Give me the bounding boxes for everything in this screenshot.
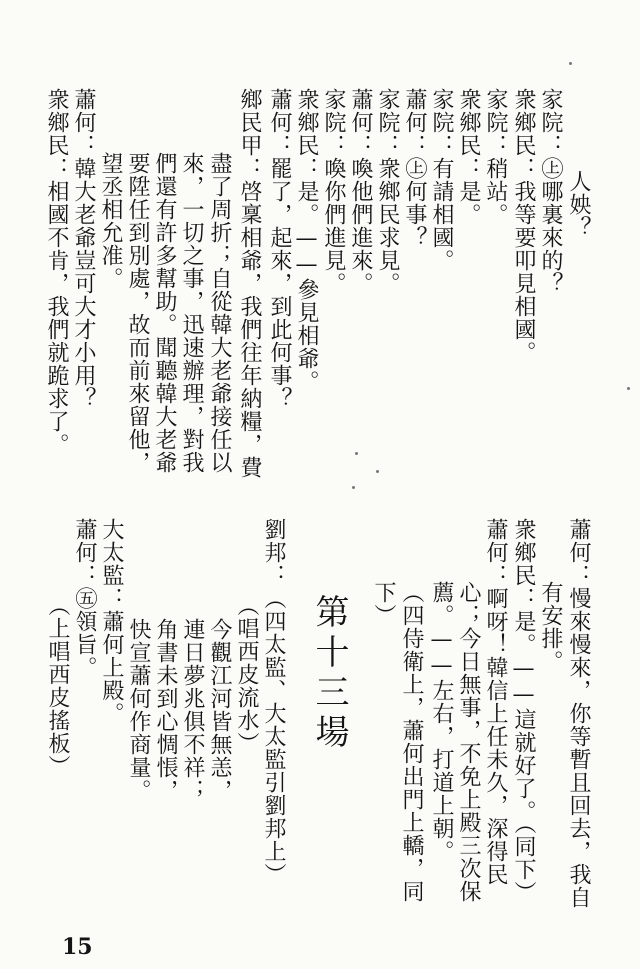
upper-col-4: 衆鄉民：是。 [456, 88, 481, 226]
upper-col-15: 們還有許多幫助。聞聽韓大老爺 [152, 152, 177, 474]
lower-col-2: 有安排。 [538, 581, 563, 673]
upper-col-11: 蕭何：罷了，起來，到此何事？ [267, 88, 292, 410]
upper-col-17: 望丞相允准。 [98, 152, 123, 290]
upper-col-13: 盡了周折；自從韓大老爺接任以 [207, 152, 232, 474]
upper-col-9: 家院：喚你們進見。 [321, 88, 346, 295]
upper-col-1: 家院：㊤哪裏來的？ [538, 88, 563, 295]
lower-col-7: （四侍衛上，蕭何出門上轎，同 [399, 581, 424, 903]
scan-speck [355, 452, 358, 455]
scene-title: 第十三場 [309, 594, 349, 754]
upper-col-2: 衆鄉民：我等要叩見相國。 [511, 88, 536, 364]
upper-col-10: 衆鄉民：是。——參見相爺。 [294, 88, 319, 393]
upper-col-18: 蕭何：韓大老爺豈可大才小用？ [71, 88, 96, 410]
lower-col-1: 蕭何：慢來慢來，你等暫且回去，我自 [566, 518, 591, 909]
upper-col-8: 蕭何：喚他們進來。 [348, 88, 373, 295]
scene-col-2: （唱西皮流水） [234, 594, 259, 755]
page-number: 15 [62, 934, 93, 960]
scene-col-3: 今觀江河皆無恙， [207, 618, 232, 802]
lower-col-8: 下） [371, 581, 396, 627]
lower-col-3: 衆鄉民：是。——這就好了。（同下） [511, 518, 536, 904]
lower-col-6: 薦。——左右，打道上朝。 [429, 581, 454, 863]
scan-speck [352, 486, 355, 489]
upper-col-19: 衆鄉民：相國不肯，我們就跪求了。 [44, 88, 69, 456]
upper-col-16: 要陞任到別處，故而前來留他， [125, 152, 150, 474]
upper-col-3: 家院：稍站。 [483, 88, 508, 226]
upper-col-5: 家院：有請相國。 [429, 88, 454, 272]
lower-col-5: 心；今日無事，不免上殿三次保 [456, 581, 481, 903]
scene-col-5: 角書未到心惆悵， [153, 618, 178, 802]
scene-col-9: （上唱西皮搖板） [45, 594, 70, 778]
scan-speck [376, 470, 379, 473]
scene-col-8: 蕭何：㊄領旨。 [72, 518, 97, 679]
upper-col-14: 來，一切之事，迅速辦理，對我 [179, 152, 204, 474]
scene-col-6: 快宣蕭何作商量。 [126, 618, 151, 802]
upper-overflow-note: 人姎？ [566, 170, 591, 239]
scene-col-7: 大太監：蕭何上殿。 [99, 518, 124, 725]
scene-col-1: 劉邦：（四太監、大太監引劉邦上） [261, 518, 286, 886]
upper-col-6: 蕭何：㊤何事？ [402, 88, 427, 249]
scan-speck [569, 62, 572, 65]
scan-speck [627, 387, 630, 390]
upper-col-7: 家院：衆鄉民求見。 [375, 88, 400, 295]
upper-col-12: 鄉民甲：啓稟相爺，我們往年納糧，費 [237, 88, 262, 479]
scene-col-4: 連日夢兆俱不祥； [180, 618, 205, 802]
lower-col-4: 蕭何：啊呀！韓信上任未久，深得民 [483, 518, 508, 886]
